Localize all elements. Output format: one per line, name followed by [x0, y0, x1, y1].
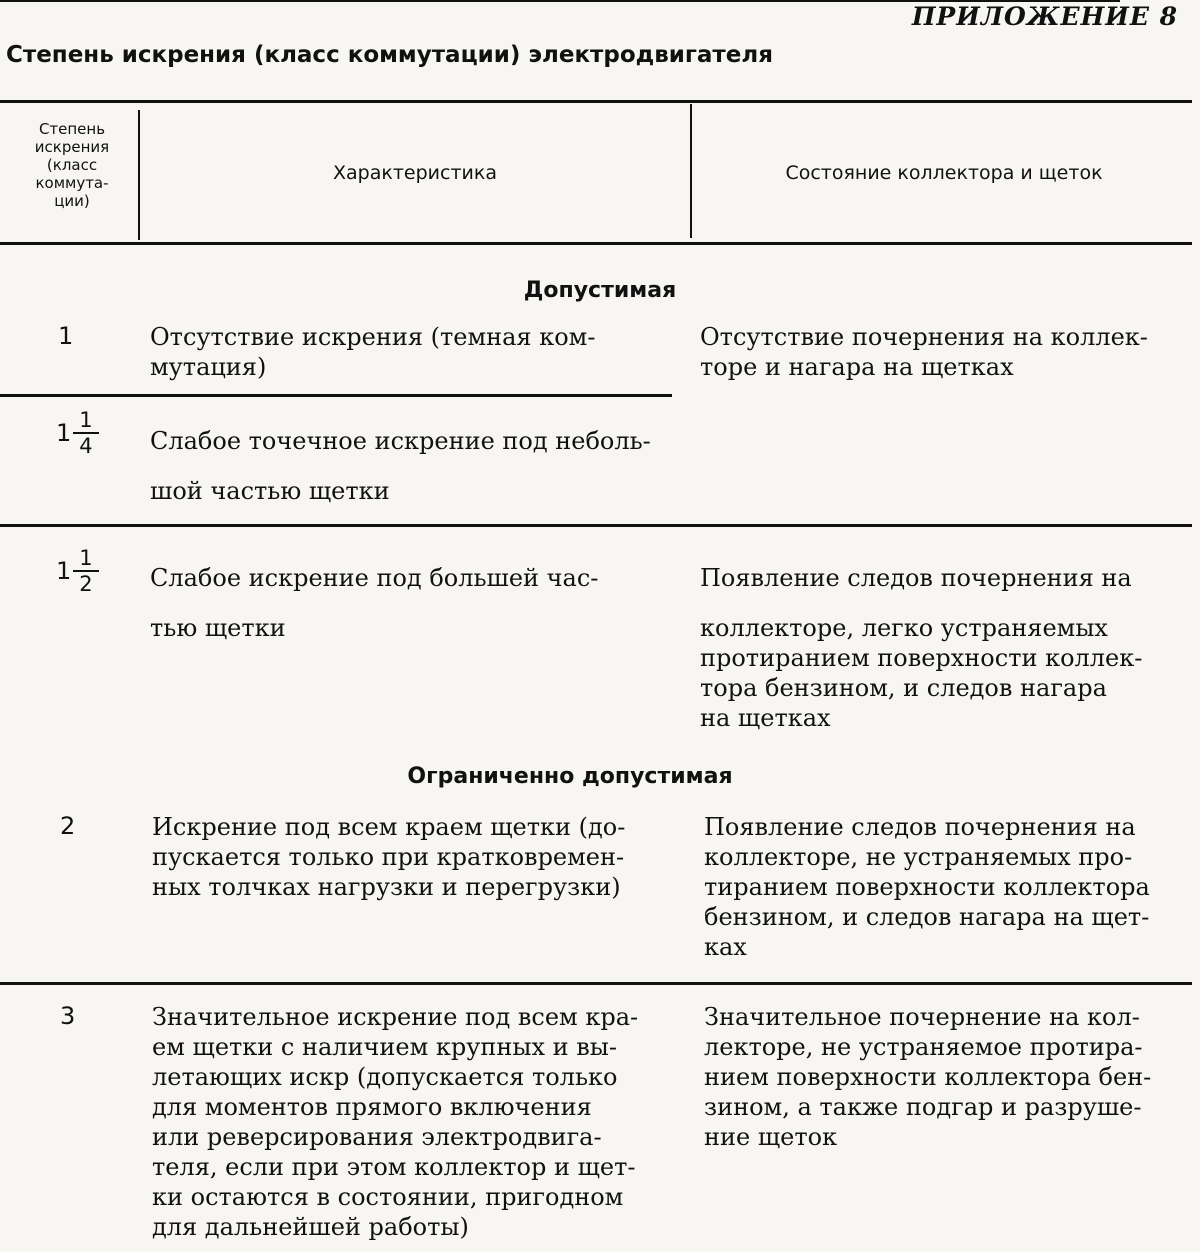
- row-3-degree: 1 1 2: [56, 546, 99, 596]
- row-4-characteristic: Искрение под всем краем щетки (до- пускается только при кратковремен- ных толчках нагрузки и перегрузки): [152, 812, 672, 902]
- row-1-state: Отсутствие почернения на коллек- торе и нагара на щетках: [700, 322, 1192, 382]
- row-5-characteristic: Значительное искрение под всем кра- ем щетки с наличием крупных и вы- летающих искр (допускается только для моментов прямого включения или реверсирования электродвига- теля, если при этом коллектор и щет- ки остаются в состоянии, пригодном для дальнейшей работы): [152, 1002, 668, 1242]
- row-4-degree: 2: [60, 812, 75, 840]
- section-allowed: Допустимая: [0, 278, 1200, 303]
- row-5-degree: 3: [60, 1002, 75, 1030]
- column-divider-2: [690, 104, 692, 238]
- row-2-characteristic: Слабое точечное искрение под неболь- шой частью щетки: [150, 426, 670, 506]
- header-bottom-rule: [0, 242, 1192, 245]
- row-2-bottom-rule: [0, 524, 1192, 527]
- section-limited: Ограниченно допустимая: [0, 764, 1140, 789]
- row-1-characteristic: Отсутствие искрения (темная ком- мутация): [150, 322, 670, 382]
- row-5-state: Значительное почернение на кол- лекторе, не устраняемое протира- нием поверхности коллектора бен- зином, а также подгар и разруше- ние щеток: [704, 1002, 1190, 1152]
- row-1-degree: 1: [58, 322, 73, 350]
- table-top-rule: [0, 100, 1192, 103]
- top-rule: [0, 0, 1120, 2]
- column-header-characteristic: Характеристика: [142, 162, 688, 184]
- row-2-degree: 1 1 4: [56, 408, 99, 458]
- row-3-characteristic: Слабое искрение под большей час- тью щетки: [150, 563, 670, 643]
- column-divider-1: [138, 110, 140, 240]
- page-title: Степень искрения (класс коммутации) электродвигателя: [6, 42, 773, 68]
- appendix-label: ПРИЛОЖЕНИЕ 8: [912, 2, 1178, 31]
- row-4-bottom-rule: [0, 982, 1192, 985]
- column-header-state: Состояние коллектора и щеток: [694, 162, 1194, 184]
- column-header-degree: Степень искрения (класс коммута- ции): [8, 120, 136, 210]
- row-3-state: Появление следов почернения на коллекторе, легко устраняемых протиранием поверхности коллек- тора бензином, и следов нагара на щетках: [700, 563, 1190, 733]
- row-1-bottom-rule: [0, 394, 672, 397]
- row-4-state: Появление следов почернения на коллекторе, не устраняемых про- тиранием поверхности коллектора бензином, и следов нагара на щет- ках: [704, 812, 1190, 962]
